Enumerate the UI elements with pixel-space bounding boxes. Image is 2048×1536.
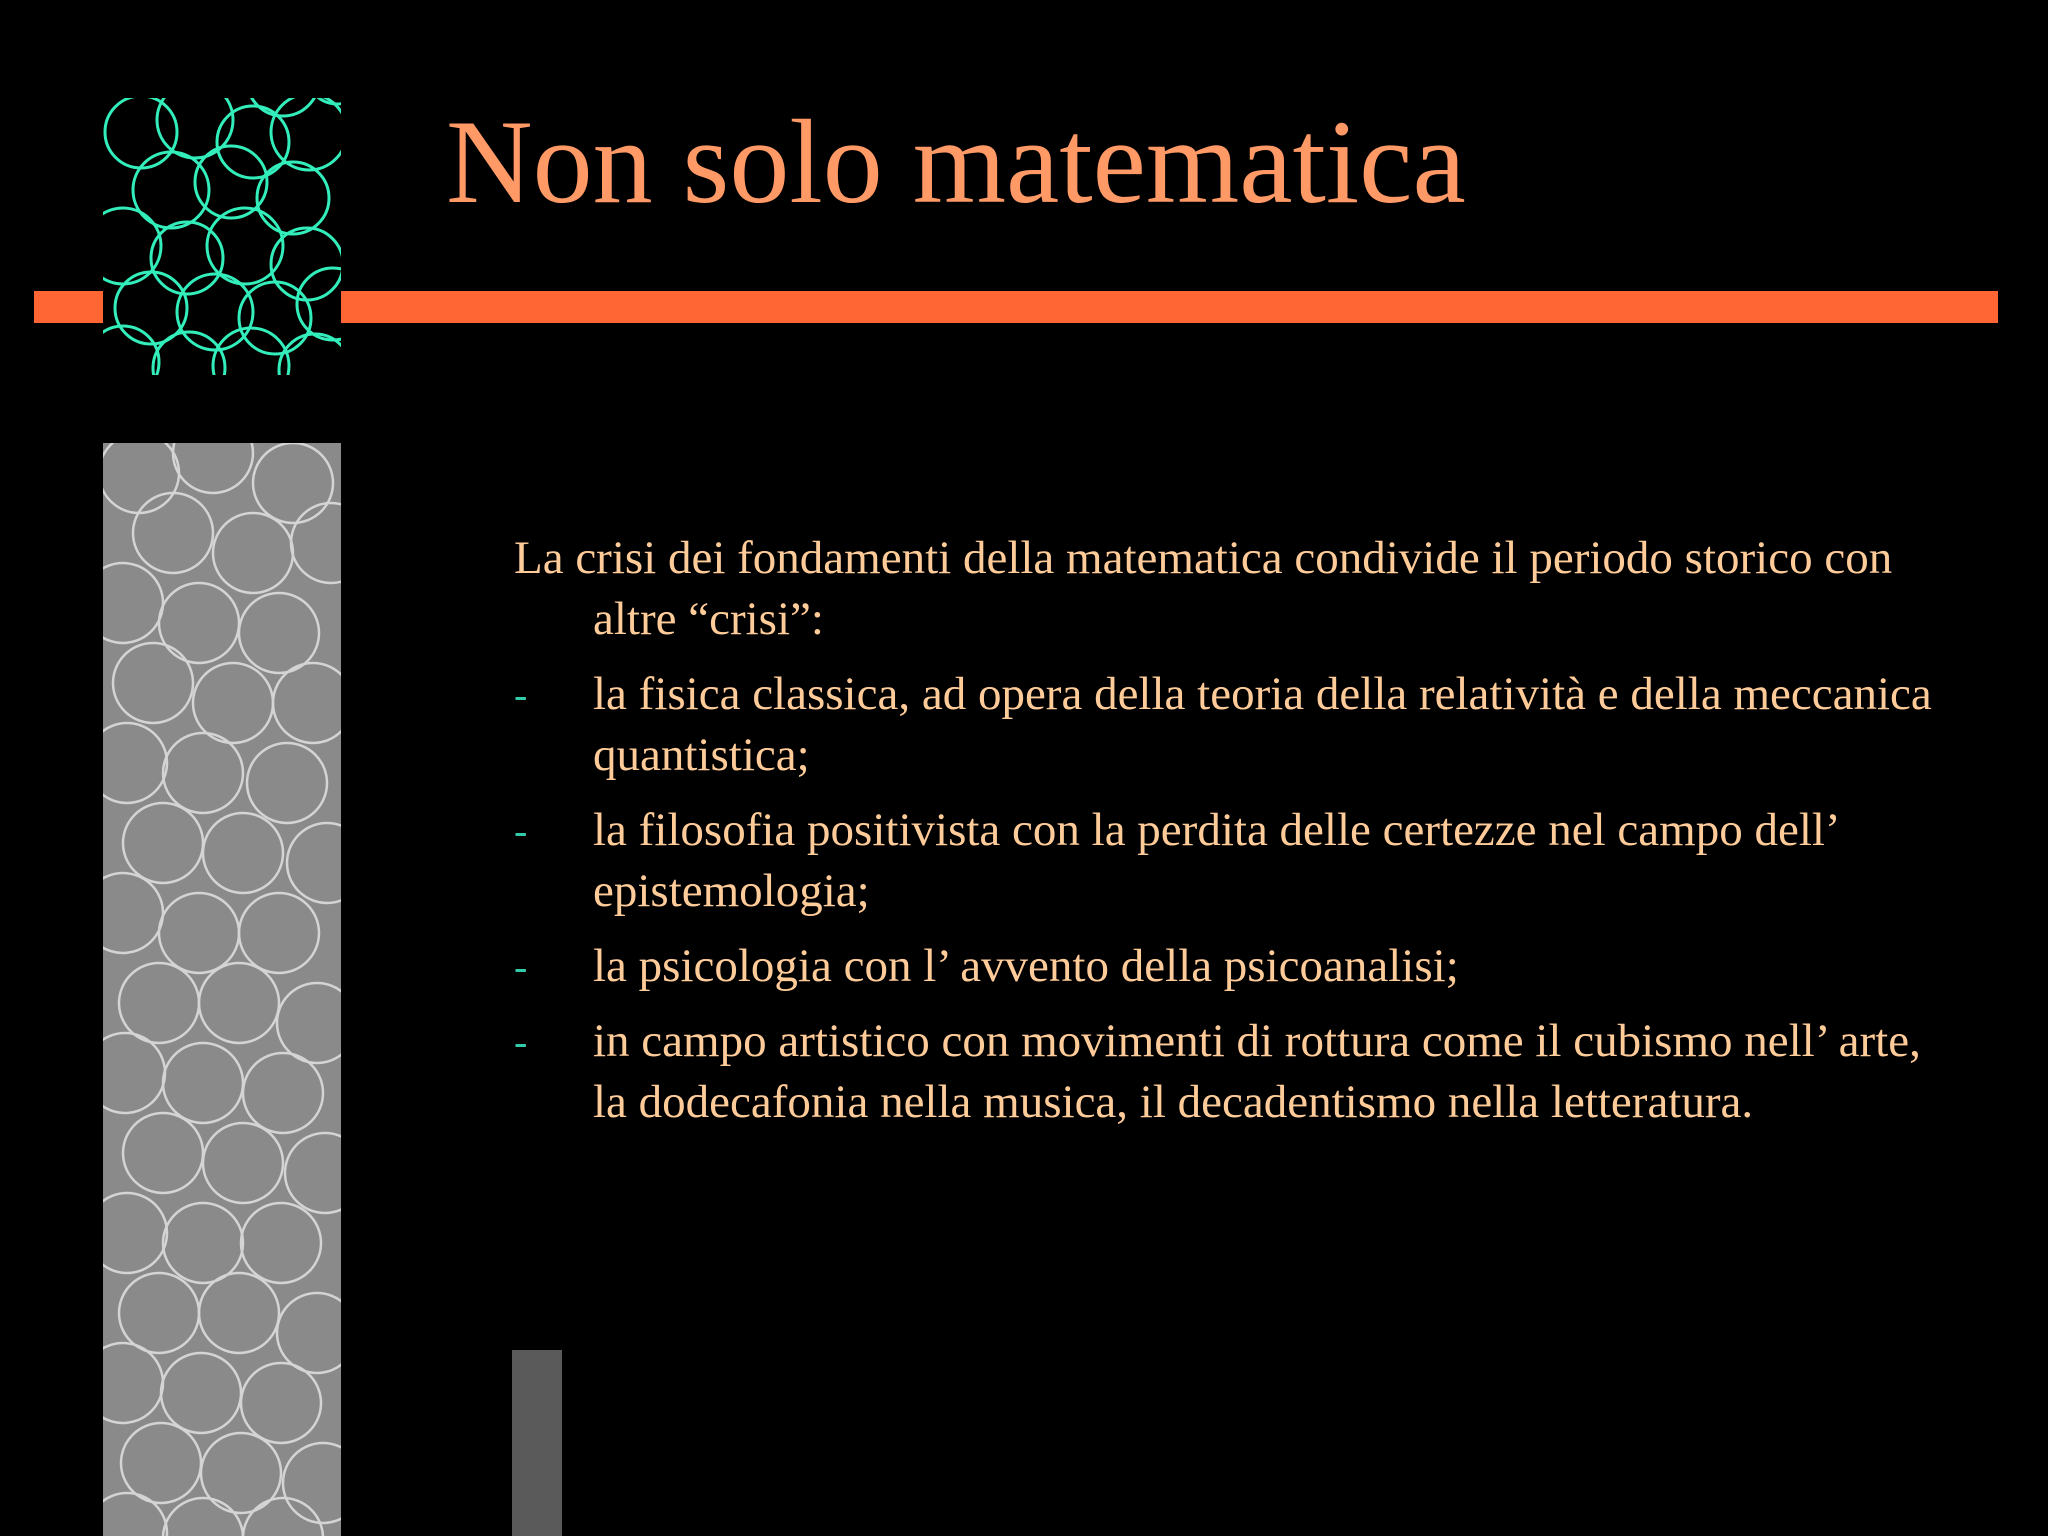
bullet-dash: - xyxy=(514,672,528,717)
list-item-text: la fisica classica, ad opera della teoria della relatività e della meccanica quantistica; xyxy=(593,668,1932,781)
bullet-dash: - xyxy=(514,1019,528,1064)
slide-body xyxy=(514,528,1954,1147)
bullet-dash: - xyxy=(514,944,528,989)
gray-circle-column xyxy=(103,443,341,1536)
list-item xyxy=(514,1011,1954,1133)
intro-paragraph: La crisi dei fondamenti della matematica condivide il periodo storico con altre “crisi”: xyxy=(514,532,1893,645)
list-item xyxy=(514,664,1954,786)
list-item-text: la filosofia positivista con la perdita delle certezze nel campo dell’ epistemologia; xyxy=(593,804,1838,917)
bullet-list xyxy=(514,664,1954,1133)
list-item-text: la psicologia con l’ avvento della psicoanalisi; xyxy=(593,940,1459,992)
list-item xyxy=(514,936,1954,997)
decorative-gray-bar xyxy=(512,1350,562,1536)
bullet-dash: - xyxy=(514,808,528,853)
list-item-text: in campo artistico con movimenti di rottura come il cubismo nell’ arte, la dodecafonia nella musica, il decadentismo nella letteratura. xyxy=(593,1015,1921,1128)
slide-title: Non solo matematica xyxy=(446,95,1466,228)
teal-circle-pattern xyxy=(103,50,341,375)
list-item xyxy=(514,800,1954,922)
